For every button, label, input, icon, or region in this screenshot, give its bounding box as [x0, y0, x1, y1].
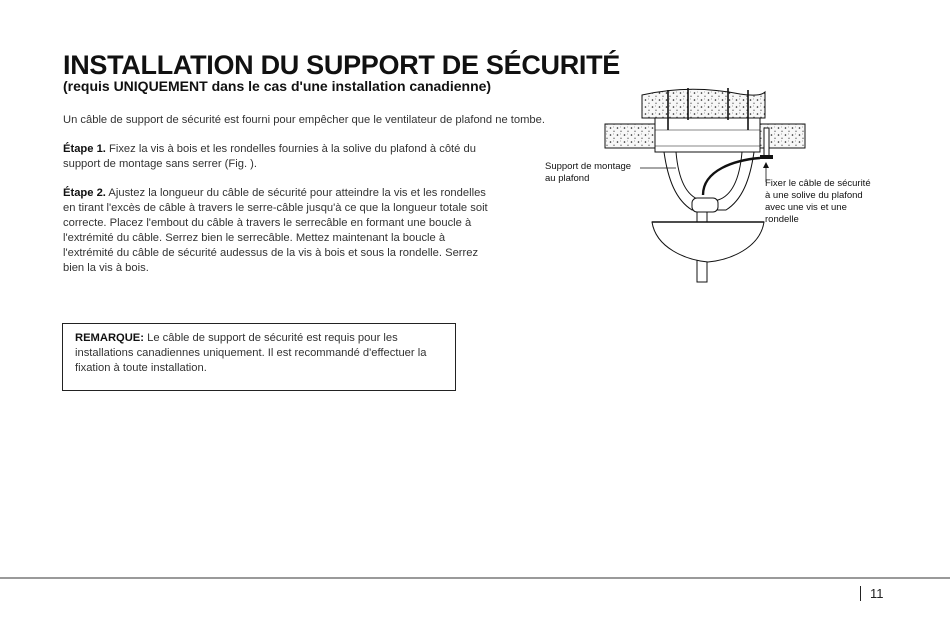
- mounting-bracket: [655, 118, 760, 152]
- intro-paragraph: Un câble de support de sécurité est fourni pour empêcher que le ventilateur de plafond ne tombe.: [63, 114, 545, 126]
- note-label: REMARQUE:: [75, 332, 144, 344]
- label-fix-1: Fixer le câble de sécurité: [765, 178, 871, 189]
- step-1-text: Fixez la vis à bois et les rondelles fournies à la solive du plafond à côté du support de montage sans serrer (Fig. ).: [63, 143, 476, 170]
- step-2: [63, 186, 493, 276]
- ceiling-joist: [642, 89, 765, 118]
- wood-screw: [764, 128, 769, 158]
- canopy: [652, 222, 764, 262]
- downrod-collar: [692, 198, 718, 212]
- note-box: [62, 323, 456, 391]
- page-number-separator: [860, 586, 861, 601]
- page-title: INSTALLATION DU SUPPORT DE SÉCURITÉ: [63, 50, 621, 80]
- page-subtitle: (requis UNIQUEMENT dans le cas d'une installation canadienne): [63, 78, 492, 94]
- label-fix-2: à une solive du plafond: [765, 190, 863, 201]
- label-mount-1: Support de montage: [545, 161, 632, 172]
- washer: [760, 155, 773, 159]
- step-1-label: Étape 1.: [63, 143, 106, 155]
- step-2-text: Ajustez la longueur du câble de sécurité pour atteindre la vis et les rondelles en tirant l'excès de câble à travers le serre-câble jusqu'à ce que la longueur totale soit correcte. Placez l'embout du câble à travers le serrecâble en formant une boucle à l'extrémité du câble. Serrez bien le serrecâble. Mettez maintenant la boucle à l'extrémité du câble de sécurité audessus de la vis à bois et sous la rondelle. Serrez bien la vis à bois.: [63, 187, 488, 274]
- installation-diagram: [540, 85, 890, 290]
- page-number: 11: [870, 586, 884, 601]
- step-2-label: Étape 2.: [63, 187, 106, 199]
- note-text: Le câble de support de sécurité est requis pour les installations canadiennes uniquement. Il est recommandé d'effectuer la fixation à toute installation.: [75, 332, 427, 374]
- label-fix-4: rondelle: [765, 214, 799, 225]
- footer-divider: [0, 577, 950, 579]
- step-1: [63, 142, 493, 172]
- label-fix-3: avec une vis et une: [765, 202, 847, 213]
- label-mount-2: au plafond: [545, 173, 590, 184]
